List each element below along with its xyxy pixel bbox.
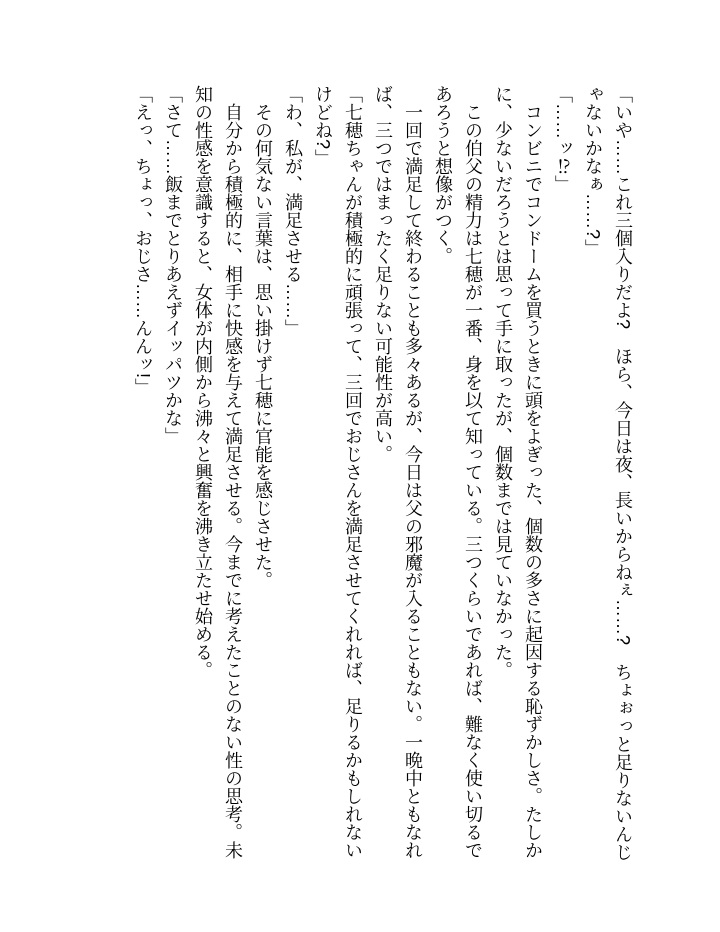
text-line: 自分から積極的に、相手に快感を与えて満足させる。今までに考えたことのない性の思考。未 [223,85,243,859]
text-line: あろうと想像がつく。 [433,85,453,265]
text-line: ば、三つではまったく足りない可能性が高い。 [373,85,393,463]
text-line: 「えっ、ちょっ、おじさ……んんッ!」 [133,85,153,397]
text-line: 「七穂ちゃんが積極的に頑張って、三回でおじさんを満足させてくれれば、足りるかもしれない [343,85,363,859]
text-line: その何気ない言葉は、思い掛けず七穂に官能を感じさせた。 [253,85,273,589]
text-line: 「わ、私が、満足させる……」 [283,85,303,337]
text-line: コンビニでコンドームを買うときに頭をよぎった、個数の多さに起因する恥ずかしさ。たしか [523,85,543,859]
text-line: に、少ないだろうとは思って手に取ったが、個数までは見ていなかった。 [493,85,513,679]
text-line: 「いや……これ三個入りだよ? ほら、今日は夜、長いからねぇ……? ちょぉっと足りないんじ [613,85,633,862]
text-line: この伯父の精力は七穂が一番、身を以て知っている。三つくらいであれば、難なく使い切るで [463,85,483,859]
text-line: ゃないかなぁ……?」 [583,85,603,258]
text-line: 「さて……飯までとりあえずイッパツかな」 [163,85,183,445]
text-line: けどね?」 [313,85,333,168]
vertical-text-block [128,85,638,883]
text-line: 知の性感を意識すると、女体が内側から沸々と興奮を沸き立たせ始める。 [193,85,213,679]
text-line: 一回で満足して終わることも多々あるが、今日は父の邪魔が入ることもない。一晩中ともなれ [403,85,423,859]
text-line: 「……ッ⁉」 [553,85,573,193]
